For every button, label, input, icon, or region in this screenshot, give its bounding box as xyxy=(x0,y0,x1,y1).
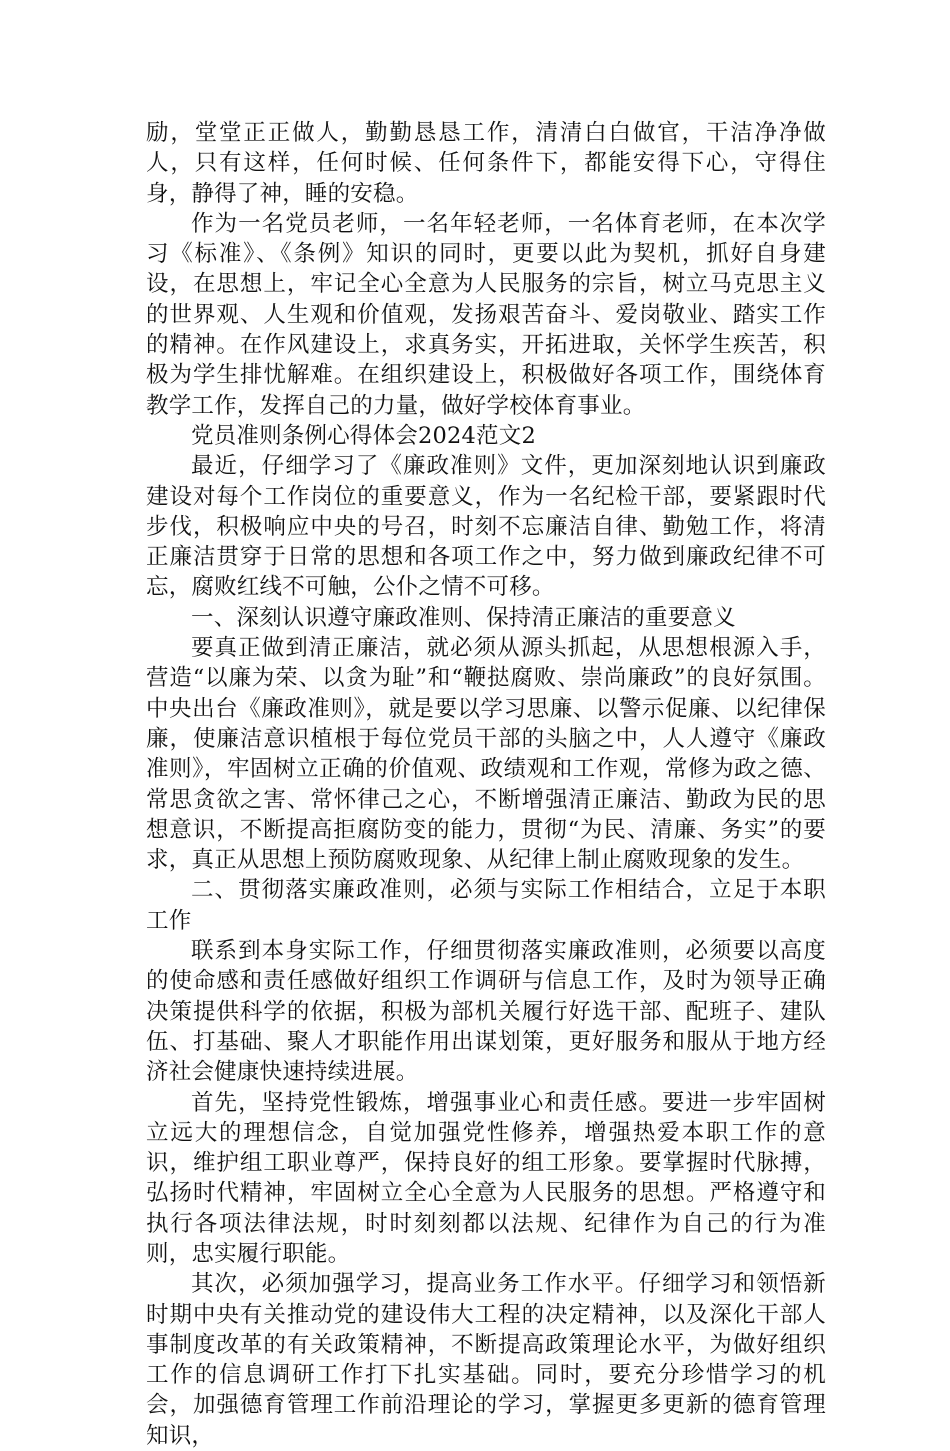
paragraph-5: 联系到本身实际工作，仔细贯彻落实廉政准则，必须要以高度的使命感和责任感做好组织工作调研与信息工作，及时为领导正确决策提供科学的依据，积极为部机关履行好选干部、配班子、建队伍、打基础、聚人才职能作用出谋划策，更好服务和服从于地方经济社会健康快速持续进展。 xyxy=(146,938,826,1086)
paragraph-7: 其次，必须加强学习，提高业务工作水平。仔细学习和领悟新时期中央有关推动党的建设伟大工程的决定精神，以及深化干部人事制度改革的有关政策精神，不断提高政策理论水平，为做好组织工作的信息调研工作打下扎实基础。同时，要充分珍惜学习的机会，加强德育管理工作前沿理论的学习，掌握更多更新的德育管理知识， xyxy=(146,1271,826,1449)
paragraph-4: 要真正做到清正廉洁，就必须从源头抓起，从思想根源入手，营造“以廉为荣、以贪为耻”和“鞭挞腐败、崇尚廉政”的良好氛围。中央出台《廉政准则》，就是要以学习思廉、以警示促廉、以纪律保廉，使廉洁意识植根于每位党员干部的头脑之中，人人遵守《廉政准则》，牢固树立正确的价值观、政绩观和工作观，常修为政之德、常思贪欲之害、常怀律己之心，不断增强清正廉洁、勤政为民的思想意识，不断提高拒腐防变的能力，贯彻“为民、清廉、务实”的要求，真正从思想上预防腐败现象、从纪律上制止腐败现象的发生。 xyxy=(146,635,826,874)
paragraph-6: 首先，坚持党性锻炼，增强事业心和责任感。要进一步牢固树立远大的理想信念，自觉加强党性修养，增强热爱本职工作的意识，维护组工职业尊严，保持良好的组工形象。要掌握时代脉搏，弘扬时代精神，牢固树立全心全意为人民服务的思想。严格遵守和执行各项法律法规，时时刻刻都以法规、纪律作为自己的行为准则，忠实履行职能。 xyxy=(146,1089,826,1267)
document-page xyxy=(146,118,826,1451)
heading-1: 一、深刻认识遵守廉政准则、保持清正廉洁的重要意义 xyxy=(191,604,736,631)
section-title: 党员准则条例心得体会2024范文2 xyxy=(191,422,536,449)
heading-2: 二、贯彻落实廉政准则，必须与实际工作相结合，立足于本职工作 xyxy=(146,877,826,934)
paragraph-3: 最近，仔细学习了《廉政准则》文件，更加深刻地认识到廉政建设对每个工作岗位的重要意义，作为一名纪检干部，要紧跟时代步伐，积极响应中央的号召，时刻不忘廉洁自律、勤勉工作，将清正廉洁贯穿于日常的思想和各项工作之中，努力做到廉政纪律不可忘，腐败红线不可触，公仆之情不可移。 xyxy=(146,453,826,601)
paragraph-2: 作为一名党员老师，一名年轻老师，一名体育老师，在本次学习《标准》、《条例》知识的同时，更要以此为契机，抓好自身建设，在思想上，牢记全心全意为人民服务的宗旨，树立马克思主义的世界观、人生观和价值观，发扬艰苦奋斗、爱岗敬业、踏实工作的精神。在作风建设上，求真务实，开拓进取，关怀学生疾苦，积极为学生排忧解难。在组织建设上，积极做好各项工作，围绕体育教学工作，发挥自己的力量，做好学校体育事业。 xyxy=(146,210,826,419)
paragraph-1: 励，堂堂正正做人，勤勤恳恳工作，清清白白做官，干洁净净做人，只有这样，任何时候、任何条件下，都能安得下心，守得住身，静得了神，睡的安稳。 xyxy=(146,120,826,207)
